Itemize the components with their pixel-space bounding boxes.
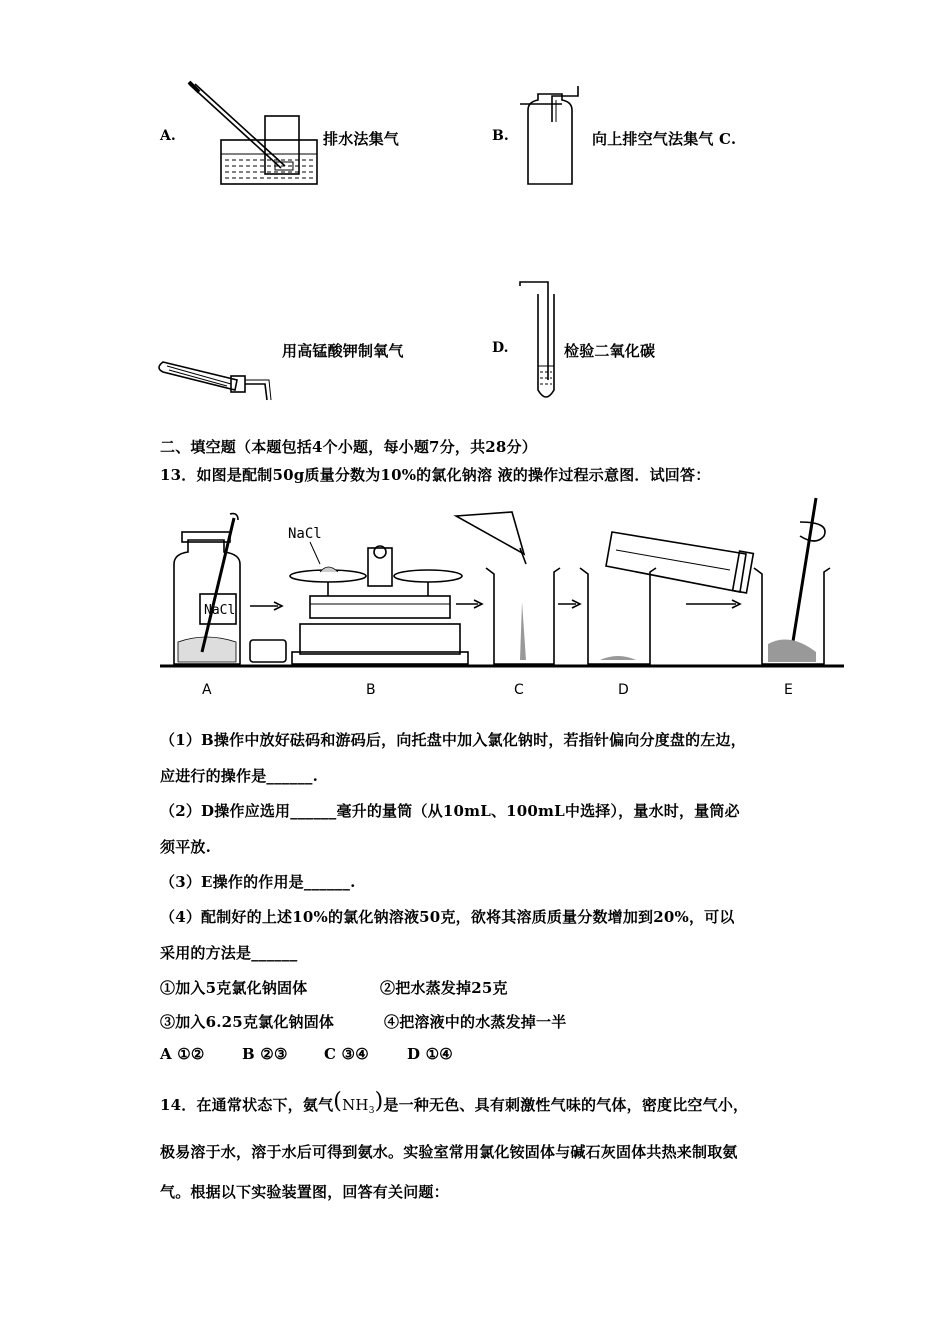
option-b-label: B. <box>492 128 509 144</box>
option-d-label: D. <box>492 340 509 356</box>
option-b-caption: 向上排空气法集气 C. <box>592 130 737 148</box>
reagent-bottle-nacl <box>174 514 286 664</box>
step-label-e: E <box>784 682 793 698</box>
step-label-d: D <box>618 682 629 698</box>
step-label-b: B <box>366 682 376 698</box>
option-a-label: A. <box>160 128 176 144</box>
q14-line3: 气。根据以下实验装置图，回答有关问题： <box>160 1183 449 1201</box>
step-label-a: A <box>202 682 212 698</box>
option-a-caption: 排水法集气 <box>323 130 400 148</box>
option-d-caption: 检验二氧化碳 <box>564 342 656 360</box>
q13-method-1: ①加入5克氯化钠固体 <box>160 979 308 997</box>
q13-part4-line2: 采用的方法是______ <box>160 944 298 962</box>
beaker-with-glass-rod <box>754 498 830 664</box>
q13-method-3: ③加入6.25克氯化钠固体 <box>160 1013 335 1031</box>
q13-method-2: ②把水蒸发掉25克 <box>380 979 508 997</box>
solution-preparation-figure <box>160 492 850 702</box>
q13-choice-c: C ③④ <box>324 1045 369 1063</box>
q13-part1-line1: （1）B操作中放好砝码和游码后，向托盘中加入氯化钠时，若指针偏向分度盘的左边， <box>160 731 746 749</box>
gas-collecting-bottle <box>518 82 588 192</box>
beaker-with-funnel <box>456 512 560 664</box>
q13-choice-d: D ①④ <box>407 1045 453 1063</box>
q13-part2-line2: 须平放. <box>160 838 212 856</box>
q14-line1-after: 是一种无色、具有刺激性气味的气体，密度比空气小， <box>383 1096 749 1114</box>
test-tube-heating-apparatus <box>155 340 285 410</box>
step-label-c: C <box>514 682 524 698</box>
q14-line2: 极易溶于水，溶于水后可得到氨水。实验室常用氯化铵固体与碱石灰固体共热来制取氨 <box>160 1143 738 1161</box>
q13-choice-a: A ①② <box>160 1045 205 1063</box>
beaker-with-cylinder <box>580 532 753 664</box>
bottle-label: NaCl <box>204 603 236 618</box>
limewater-test-tube <box>516 280 566 405</box>
q13-part3: （3）E操作的作用是______. <box>160 873 356 891</box>
water-displacement-apparatus <box>185 80 295 190</box>
q14-line1: 14．在通常状态下，氨气$(NH_3)$是一种无色、具有刺激性气味的气体，密度比空气小， <box>160 1089 749 1116</box>
nacl-label: NaCl <box>288 526 322 542</box>
q13-part1-line2: 应进行的操作是______. <box>160 767 319 785</box>
q13-method-4: ④把溶液中的水蒸发掉一半 <box>384 1013 567 1031</box>
q14-line1-before: 14．在通常状态下，氨气 <box>160 1096 334 1114</box>
q13-stem: 13．如图是配制50g质量分数为10%的氯化钠溶 液的操作过程示意图．试回答： <box>160 466 711 484</box>
q13-choice-b: B ②③ <box>242 1045 288 1063</box>
balance-scale <box>288 526 468 664</box>
option-c-caption: 用高锰酸钾制氧气 <box>282 342 404 360</box>
q13-part2-line1: （2）D操作应选用______毫升的量筒（从10mL、100mL中选择），量水时，量筒必 <box>160 802 740 820</box>
q13-part4-line1: （4）配制好的上述10%的氯化钠溶液50克，欲将其溶质质量分数增加到20%，可以 <box>160 908 735 926</box>
section-heading: 二、填空题（本题包括4个小题，每小题7分，共28分） <box>160 438 537 456</box>
nh3-formula: $NH_3$ <box>342 1096 375 1116</box>
